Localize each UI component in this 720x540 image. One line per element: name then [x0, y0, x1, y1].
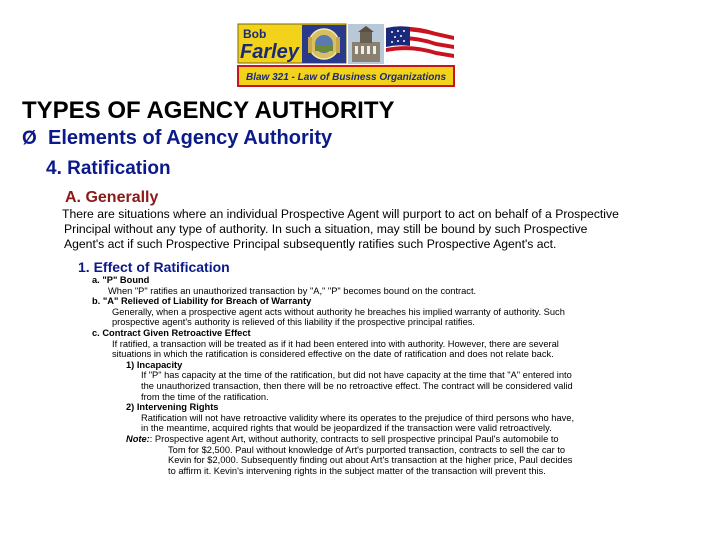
item-c2-text-line: Ratification will not have retroactive validity where its operates to the prejudice of third persons who have, [141, 412, 575, 423]
capitol-building-icon [348, 24, 384, 64]
item-c-text-line: If ratified, a transaction will be treated as if it had been entered into with authority. However, there are several [112, 338, 559, 349]
heading-elements-label: Elements of Agency Authority [48, 127, 333, 149]
item-c1-heading: 1) Incapacity [126, 359, 183, 370]
item-a-text: When "P" ratifies an unauthorized transaction by "A," "P" becomes bound on the contract. [108, 285, 477, 296]
item-b-heading: b. "A" Relieved of Liability for Breach of Warranty [92, 296, 312, 307]
heading-generally: A. Generally [65, 189, 159, 206]
intro-line: Principal without any type of authority. In such a situation, may still be bound by such Prospective [64, 222, 588, 236]
intro-line: Agent's act if such Prospective Principal subsequently ratifies such Prospective Agent's act. [64, 237, 557, 251]
banner-first-name: Bob [243, 27, 267, 41]
slide-title: TYPES OF AGENCY AUTHORITY [22, 97, 395, 124]
item-c1-text-line: the unauthorized transaction, then there will be no retroactive effect. The contract will be considered valid [141, 380, 573, 391]
heading-effect-of-ratification: 1. Effect of Ratification [78, 259, 230, 275]
note-text-line: Kevin for $2,000. Subsequently finding out about Art's transaction at the higher price, Paul decides [168, 455, 573, 466]
intro-paragraph [62, 207, 712, 252]
heading-elements-of-agency-authority [22, 127, 332, 150]
item-c-text-line: situations in which the ratification is considered effective on the date of ratification and does not relate back. [112, 349, 554, 360]
note-text-line: to affirm it. Kevin's intervening rights in the subject matter of the transaction will prevent this. [168, 465, 546, 476]
note-first-line [92, 434, 712, 445]
note-text-line: : Prospective agent Art, without authority, contracts to sell prospective principal Paul's automobile to [149, 433, 559, 444]
item-c1-text-line: from the time of the ratification. [141, 391, 269, 402]
item-c-heading: c. Contract Given Retroactive Effect [92, 327, 251, 338]
item-b-text-line: Generally, when a prospective agent acts without authority he breaches his implied warranty of authority. Such [112, 306, 565, 317]
item-c1-text-line: If "P" has capacity at the time of the ratification, but did not have capacity at the time that "A" entered into [141, 370, 572, 381]
item-a-heading: a. "P" Bound [92, 275, 150, 285]
item-c2-heading: 2) Intervening Rights [126, 402, 219, 413]
item-b-text-line: prospective agent's authority is relieved of this liability if the prospective principal ratifies. [112, 317, 475, 328]
ratification-details [92, 275, 712, 476]
course-banner [236, 22, 456, 88]
state-seal-icon [302, 25, 346, 63]
item-c2-text-line: in the meantime, acquired rights that would be jeopardized if the transaction were valid retroactively. [141, 423, 552, 434]
heading-ratification: 4. Ratification [46, 158, 171, 179]
banner-course-label: Blaw 321 - Law of Business Organizations [245, 72, 447, 83]
note-text-line: Tom for $2,500. Paul without knowledge of Art's purported transaction, contracts to sell the car to [168, 444, 566, 455]
american-flag-icon [386, 26, 454, 64]
banner-last-name: Farley [240, 41, 299, 63]
note-label: Note: [126, 433, 150, 444]
intro-line: There are situations where an individual Prospective Agent will purport to act on behalf of a Prospective [62, 207, 619, 221]
arrow-bullet-icon: Ø [22, 128, 37, 149]
